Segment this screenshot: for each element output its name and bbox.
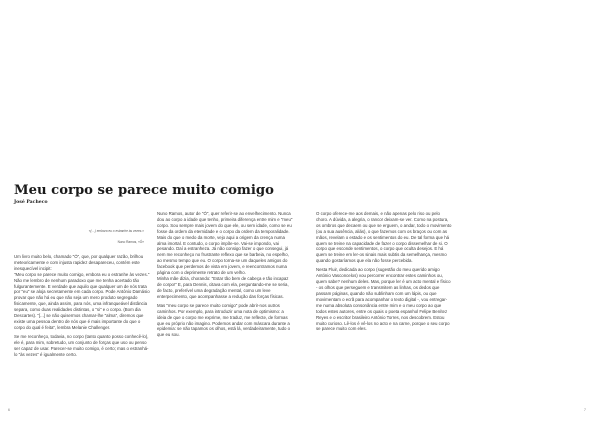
text-column-3: [316, 211, 452, 336]
epigraph-quote: «(…) embora eu o estranhe às vezes.»: [88, 229, 144, 233]
page-number-right: 7: [584, 408, 586, 412]
epigraph: [60, 229, 144, 244]
paragraph: Nesta Fluir, dedicada ao corpo (sugestão do meu querido amigo António Vasconcelos) vou percorrer encontrar estes caminhos ou, quem sabe? nenhum deles. Mas, porque ler é um acto mental e físico - os olhos que perseguem e transmitem as linhas, os dedos que passam páginas, quando não sublinham com um lápis, ou que movimentam o ecrã para acompanhar o texto digital -, vou entregar-me numa absoluta consonância entre mim e o meu corpo ao que todos estes autores, entre os quais o poeta espanhol Felipe Benítez Reyes e o escritor brasileiro António Torres, nos descobrem. Estou muito curioso. Lê-los é vê-los no acto e na carne, porque o seu corpo se parece muito com eles.: [316, 267, 451, 332]
paragraph: Nuno Ramos, autor de "Ó", quer referir-se ao envelhecimento. Nunca dou ao corpo a idade que tenho, primeira diferença entre mim e "meu" corpo. Sou sempre mais jovem do que ele, ou sem idade, como se eu fosse da ordem da eternidade e o corpo da ordem da temporalidade. Mais do que o medo da morte, vejo aqui a origem da crença numa alma imortal. E contudo, o corpo impõe-se. Vai-se impondo, vai pesando. Daí a estranheza. Já não consigo fazer o que consegui, já nem me reconheço no frustrante reflexo que se barbeia, no espelho, ao mesmo tempo que eu. O corpo torna-se um daqueles amigos do facebook que perdemos de vista em jovem, e reencontramos numa página com o deprimente retrato de um velho. Minha mãe dizia, chorando: "Estar tão bem de cabeça e tão incapaz de corpo!" E, para Dennis, citava com ela, perguntando-me se seria, de facto, preferível uma degradação mental, como um leve enterpecimento, que acompanhasse a redução das forças físicas.: [157, 211, 293, 299]
text-column-2: [157, 211, 293, 341]
text-column-1: [14, 254, 150, 361]
paragraph: Se me reconheço, todavia, no corpo (tanto quanto posso conhecê-lo), ele é, para mim, sobretudo, um conjunto de forças que uso ou penso ser capaz de usar. Parecer-se muito comigo, é certo; mas o estranhá-lo "às vezes" é igualmente certo.: [14, 333, 149, 357]
article-title: Meu corpo se parece muito comigo: [14, 183, 274, 198]
article-author: José Pacheco: [14, 200, 48, 205]
page-number-left: 6: [8, 408, 10, 412]
paragraph: O corpo oferece-me aos demais, e não apenas pelo riso ou pelo choro. A dúvida, a alegria, o rancor deixam-se ver. Como na postura, os ombros que decaem ou que se erguem, o andar, todo o movimento (ou a sua ausência, aliás), o que fazemos com os braços ou com as mãos, revelam o estado e os sentimentos do eu. De tal forma que há quem se treine na capacidade de fazer o corpo dissemelhar de si. O corpo que esconde sentimentos, o corpo que oculta desejos. E há quem se treine em ler-os sinais mais subtis da semelhança, mesmo quando gostaríamos que ela não fosse percebida.: [316, 211, 452, 264]
epigraph-source: Nuno Ramos, «Ó»: [117, 240, 144, 245]
paragraph: Um livro muito belo, chamado "Ó", que, por qualquer razão, brilhou meteoricamente e com injusta rapidez desapareceu, contém este inesquecível incipit: "Meu corpo se parece muito comigo, embora eu o estranhe às vezes." Não me lembro de nenhum paradoxo que me tenha acertado tão fulgurantemente. E verdade que aquilo que qualquer um de nós trata por "eu" se aloja secretamente em cada corpo. Pode António Damásio provar que não há eu que não seja um mero produto segregado fisicamente, que, ainda assim, para nós, uma infranqueável distância separa, como duas realidades distintas, o "si" e o corpo. (Bom dia Descartes). "[...] se não quisermos chamar-lhe "alma", diremos que existe uma pessoa dentro de nós que é mais importante do que o corpo do qual é feita", lembra Melanie Challenger.: [14, 254, 150, 330]
paragraph: Mas "meu corpo se parece muito comigo" pode abrir-nos outros caminhos. Por exemplo, para introduzir uma nota de optimismo: a ideia de que o corpo me exprime, me traduz, me reflecte, de formas que eu próprio não imagino. Podemos andar com máscara durante a epidemia: se não tapamos os olhos, está lá, verdadeiramente, tudo o que eu sou.: [157, 302, 291, 338]
